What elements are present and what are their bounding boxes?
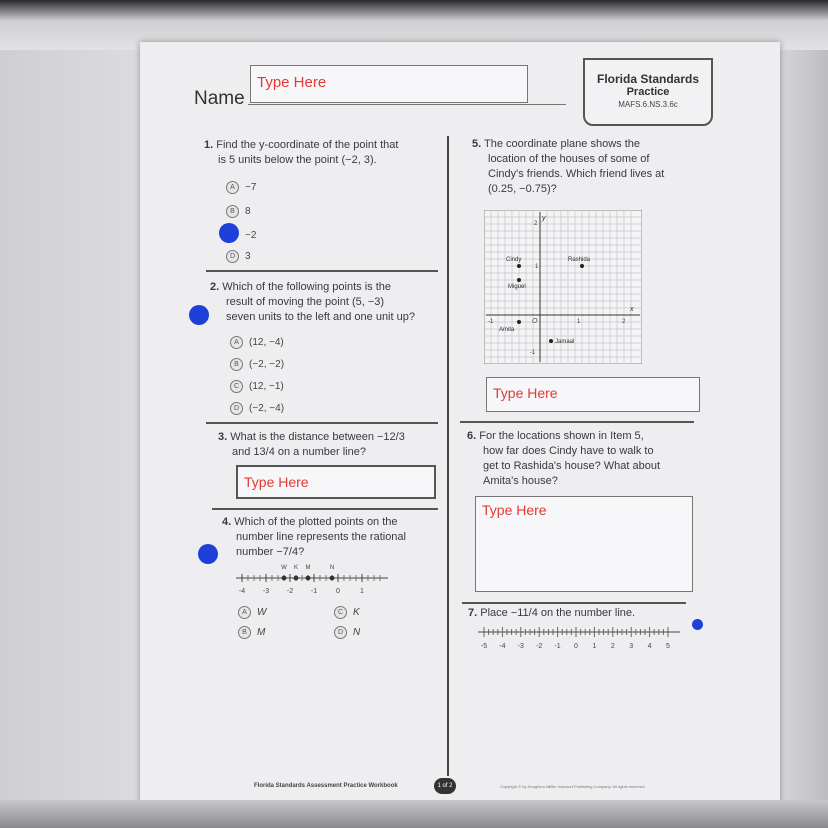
desk-background	[0, 50, 140, 828]
q5-line3: Cindy's friends. Which friend lives at	[488, 168, 665, 180]
q3-line1: What is the distance between −12/3	[230, 431, 405, 443]
q5-line2: location of the houses of some of	[488, 153, 650, 165]
q3-divider	[212, 508, 438, 510]
q5-label-miguel: Miguel	[508, 284, 526, 290]
q7-tick-neg4: -4	[499, 643, 506, 650]
q4-value-b: M	[257, 627, 266, 638]
q5-y-label: y	[542, 215, 546, 222]
q5-point-rashida	[580, 264, 584, 268]
q2-bubble-a: A	[230, 336, 243, 349]
q7-tick-neg5: -5	[480, 643, 488, 650]
q7-tick-neg1: -1	[554, 643, 561, 650]
q5-x-label: x	[630, 306, 634, 313]
q3-number: 3.	[218, 431, 228, 443]
q5-tick-y2: 2	[534, 221, 538, 227]
q1-number: 1.	[204, 139, 214, 151]
q5-label-rashida: Rashida	[568, 257, 591, 263]
q5-number: 5.	[472, 138, 482, 150]
q4-value-c: K	[353, 607, 360, 618]
q3-line2: and 13/4 on a number line?	[232, 446, 366, 458]
q4-bubble-c: C	[334, 606, 347, 619]
q7-tick-4: 4	[647, 643, 652, 650]
q1-value-a: −7	[245, 182, 257, 193]
q4-choice-a[interactable]	[238, 606, 266, 619]
q1-value-c: −2	[245, 230, 257, 241]
q5-answer-input[interactable]: Type Here	[486, 377, 700, 412]
q6-number: 6.	[467, 430, 477, 442]
q2-line1: Which of the following points is the	[222, 281, 392, 293]
q4-bubble-d: D	[334, 626, 347, 639]
q1-selected-answer-dot[interactable]	[219, 223, 239, 243]
q5-origin: O	[532, 318, 538, 325]
q6-line4: Amita's house?	[483, 475, 558, 487]
q2-number: 2.	[210, 281, 220, 293]
q1-choice-d[interactable]	[226, 250, 251, 263]
q2-line3: seven units to the left and one unit up?	[226, 311, 415, 323]
q6-line2: how far does Cindy have to walk to	[483, 445, 654, 457]
q5-tick-xneg1: -1	[488, 319, 494, 325]
q2-value-a: (12, −4)	[249, 337, 284, 348]
q2-prompt	[210, 280, 415, 325]
q7-tick-5: 5	[666, 643, 670, 650]
q1-choice-b[interactable]	[226, 205, 251, 218]
name-label: Name	[194, 88, 245, 109]
q1-prompt	[204, 138, 398, 168]
q6-divider	[462, 602, 686, 604]
q5-label-jamaal: Jamaal	[555, 339, 575, 345]
q7-text: Place −11/4 on the number line.	[480, 607, 636, 619]
q1-value-d: 3	[245, 251, 251, 262]
q4-label-w: W	[281, 565, 287, 571]
q5-coordinate-plane	[484, 210, 642, 364]
q5-point-cindy	[517, 264, 521, 268]
q2-value-c: (12, −1)	[249, 381, 284, 392]
q7-tick-neg3: -3	[517, 643, 524, 650]
q6-line1: For the locations shown in Item 5,	[479, 430, 644, 442]
q7-prompt	[468, 606, 635, 621]
desk-background-right	[780, 50, 828, 828]
q5-tick-yneg1: -1	[530, 350, 536, 356]
q4-point-n	[330, 576, 335, 581]
q2-choice-c[interactable]	[230, 380, 284, 393]
q1-divider	[206, 270, 438, 272]
desk-bottom	[0, 800, 828, 828]
name-underline	[248, 104, 566, 105]
q3-answer-input[interactable]: Type Here	[236, 465, 436, 499]
q4-bubble-b: B	[238, 626, 251, 639]
q7-number: 7.	[468, 607, 478, 619]
column-divider	[447, 136, 449, 776]
q7-tick-2: 2	[610, 643, 615, 650]
q4-line3: number −7/4?	[236, 546, 305, 558]
q1-value-b: 8	[245, 206, 251, 217]
q4-prompt	[222, 515, 406, 560]
q6-answer-input[interactable]: Type Here	[475, 496, 693, 592]
q2-bubble-d: D	[230, 402, 243, 415]
q1-line1: Find the y-coordinate of the point that	[216, 139, 399, 151]
badge-title: Florida Standards	[596, 72, 700, 86]
name-input[interactable]: Type Here	[250, 65, 528, 103]
q1-bubble-a: A	[226, 181, 239, 194]
q4-tick-neg2: -2	[286, 588, 294, 595]
q2-value-b: (−2, −2)	[249, 359, 285, 370]
q1-choice-a[interactable]	[226, 181, 256, 194]
badge-subtitle: Practice	[626, 86, 670, 98]
q2-bubble-c: C	[230, 380, 243, 393]
q4-label-n: N	[329, 565, 335, 571]
q2-value-d: (−2, −4)	[249, 403, 285, 414]
q5-point-miguel	[517, 278, 521, 282]
q2-choice-a[interactable]	[230, 336, 284, 349]
q1-bubble-d: D	[226, 250, 239, 263]
q5-point-amita	[517, 320, 521, 324]
q5-label-amita: Amita	[499, 327, 515, 333]
q5-line1: The coordinate plane shows the	[484, 138, 640, 150]
q7-tick-0: 0	[574, 643, 578, 650]
q2-divider	[206, 422, 438, 424]
q4-value-a: W	[257, 607, 267, 618]
q5-tick-x2: 2	[622, 319, 626, 325]
footer-copyright: Copyright © by Houghton Mifflin Harcourt Publishing Company. All rights reserved.	[500, 784, 646, 789]
q7-tick-3: 3	[629, 643, 634, 650]
page-indicator: 1 of 2	[434, 778, 456, 794]
q4-point-m	[306, 576, 311, 581]
q4-tick-neg4: -4	[238, 588, 246, 595]
q4-choice-b[interactable]	[238, 626, 265, 639]
q4-bubble-a: A	[238, 606, 251, 619]
q4-tick-0: 0	[336, 588, 340, 595]
q2-line2: result of moving the point (5, −3)	[226, 296, 385, 308]
q2-bubble-b: B	[230, 358, 243, 371]
standards-badge	[583, 58, 713, 126]
q7-number-line[interactable]	[474, 622, 684, 654]
q5-line4: (0.25, −0.75)?	[488, 183, 557, 195]
q4-choice-d[interactable]	[334, 626, 360, 639]
q7-ticks	[484, 627, 668, 637]
footer-workbook-title: Florida Standards Assessment Practice Workbook	[254, 783, 398, 789]
q2-selected-answer-dot[interactable]	[189, 305, 209, 325]
q6-line3: get to Rashida's house? What about	[483, 460, 660, 472]
q4-choice-c[interactable]	[334, 606, 360, 619]
q5-label-cindy: Cindy	[506, 257, 522, 263]
q4-tick-neg1: -1	[310, 588, 318, 595]
q4-point-w	[282, 576, 287, 581]
q4-number-line	[230, 560, 395, 600]
q2-choice-b[interactable]	[230, 358, 284, 371]
q4-label-m: M	[305, 565, 311, 571]
q5-point-jamaal	[549, 339, 553, 343]
q4-value-d: N	[353, 627, 361, 638]
q3-prompt	[218, 430, 405, 460]
q5-prompt	[472, 137, 664, 197]
q7-tick-neg2: -2	[536, 643, 543, 650]
q4-line2: number line represents the rational	[236, 531, 406, 543]
q5-tick-x1: 1	[577, 319, 581, 325]
q4-number: 4.	[222, 516, 232, 528]
q1-bubble-b: B	[226, 205, 239, 218]
q5-tick-y1: 1	[535, 264, 539, 270]
q4-point-k	[294, 576, 299, 581]
q4-line1: Which of the plotted points on the	[234, 516, 398, 528]
q7-answer-marker-dot[interactable]	[692, 619, 703, 630]
q6-prompt	[467, 429, 660, 489]
q4-tick-1: 1	[360, 588, 364, 595]
q5-divider	[460, 421, 694, 423]
badge-code: MAFS.6.NS.3.6c	[618, 100, 678, 109]
q4-label-k: K	[293, 565, 299, 571]
q7-tick-1: 1	[592, 643, 597, 650]
q4-tick-neg3: -3	[262, 588, 270, 595]
q4-selected-answer-dot[interactable]	[198, 544, 218, 564]
q2-choice-d[interactable]	[230, 402, 284, 415]
q1-line2: is 5 units below the point (−2, 3).	[218, 154, 377, 166]
